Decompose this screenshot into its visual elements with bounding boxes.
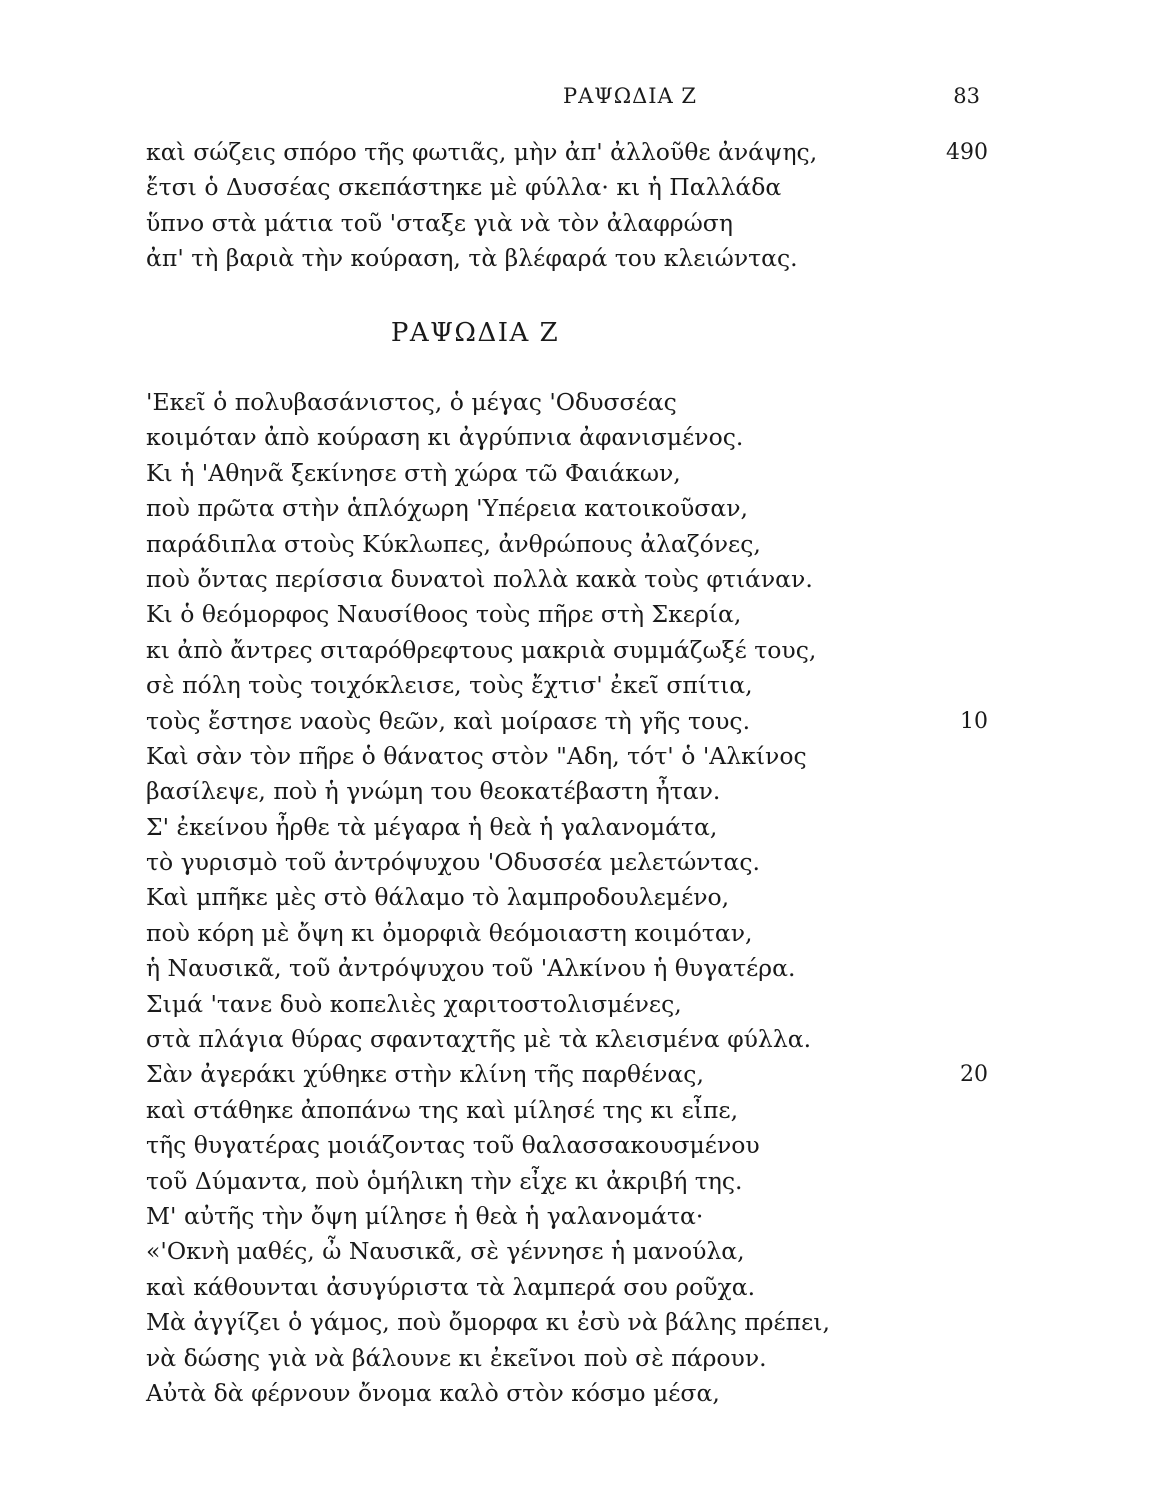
verse-line [146,739,988,774]
verse-line [146,633,988,668]
verse-text: τῆς θυγατέρας μοιάζοντας τοῦ θαλασσακουσμένου [146,1131,760,1160]
verse-text: Μὰ ἀγγίζει ὁ γάμος, ποὺ ὄμορφα κι ἐσὺ νὰ βάλης πρέπει, [146,1308,830,1337]
verse-text: σὲ πόλη τοὺς τοιχόκλεισε, τοὺς ἔχτισ' ἐκεῖ σπίτια, [146,671,753,700]
verse-text: Αὐτὰ δὰ φέρνουν ὄνομα καλὸ στὸν κόσμο μέσα, [146,1378,720,1407]
verse-line [146,1199,988,1234]
verse-text: «'Οκνὴ μαθές, ὦ Ναυσικᾶ, σὲ γέννησε ἡ μανούλα, [146,1237,745,1266]
verse-text: τὸ γυρισμὸ τοῦ ἀντρόψυχου 'Οδυσσέα μελετώντας. [146,848,761,877]
verse-line [146,170,988,205]
verse-text: καὶ σώζεις σπόρο τῆς φωτιᾶς, μὴν ἀπ' ἀλλοῦθε ἀνάψης, [146,138,818,166]
verse-text: ποὺ πρῶτα στὴν ἁπλόχωρη 'Υπέρεια κατοικοῦσαν, [146,494,748,523]
verse-line [146,774,988,809]
page-number: 83 [953,84,980,108]
verse-text: ἡ Ναυσικᾶ, τοῦ ἀντρόψυχου τοῦ 'Αλκίνου ἡ θυγατέρα. [146,954,796,983]
book-title: ΡΑΨΩΔΙΑ Ζ [390,318,560,348]
verse-line [146,491,988,526]
verse-text: κι ἀπὸ ἄντρες σιταρόθρεφτους μακριὰ συμμάζωξέ τους, [146,635,817,664]
line-number: 20 [960,1062,988,1088]
verse-text: τοὺς ἔστησε ναοὺς θεῶν, καὶ μοίρασε τὴ γῆς τους. [146,706,751,735]
verse-text: κοιμόταν ἀπὸ κούραση κι ἀγρύπνια ἀφανισμένος. [146,423,744,452]
verse-line [146,527,988,562]
verse-text: Σιμά 'τανε δυὸ κοπελιὲς χαριτοστολισμένες, [146,989,682,1018]
verse-text: καὶ κάθουνται ἀσυγύριστα τὰ λαμπερά σου ροῦχα. [146,1272,756,1301]
line-number: 490 [946,140,988,165]
verse-text: τοῦ Δύμαντα, ποὺ ὁμήλικη τὴν εἶχε κι ἀκριβή της. [146,1166,743,1195]
line-number: 10 [960,708,988,734]
verse-line [146,987,988,1022]
verse-line [146,562,988,597]
verse-line [146,1234,988,1269]
verse-text: Κι ὁ θεόμορφος Ναυσίθοος τοὺς πῆρε στὴ Σκερία, [146,600,742,629]
verse-line [146,1270,988,1305]
verse-line [146,385,988,420]
verse-text: Σὰν ἀγεράκι χύθηκε στὴν κλίνη τῆς παρθένας, [146,1060,704,1089]
verse-line [146,1164,988,1199]
verse-line [146,420,988,455]
running-head [150,84,980,114]
verse-text: ὕπνο στὰ μάτια τοῦ 'σταξε γιὰ νὰ τὸν ἀλαφρώση [146,208,733,237]
verse-text: ποὺ ὄντας περίσσια δυνατοὶ πολλὰ κακὰ τοὺς φτιάναν. [146,564,813,593]
verse-text: Καὶ μπῆκε μὲς στὸ θάλαμο τὸ λαμπροδουλεμένο, [146,883,730,912]
top-stanza [146,135,988,277]
verse-line [146,668,988,703]
verse-text: ποὺ κόρη μὲ ὄψη κι ὀμορφιὰ θεόμοιαστη κοιμόταν, [146,918,753,947]
verse-text: 'Εκεῖ ὁ πολυβασάνιστος, ὁ μέγας 'Οδυσσέας [146,388,677,416]
verse-text: Μ' αὐτῆς τὴν ὄψη μίλησε ἡ θεὰ ἡ γαλανομάτα· [146,1201,704,1230]
verse-line [146,916,988,951]
verse-line [146,241,988,276]
verse-text: ἀπ' τὴ βαριὰ τὴν κούραση, τὰ βλέφαρά του κλειώντας. [146,244,798,273]
verse-text: στὰ πλάγια θύρας σφανταχτῆς μὲ τὰ κλεισμένα φύλλα. [146,1025,812,1054]
verse-line [146,1341,988,1376]
verse-text: βασίλεψε, ποὺ ἡ γνώμη του θεοκατέβαστη ἦταν. [146,777,721,806]
verse-text: παράδιπλα στοὺς Κύκλωπες, ἀνθρώπους ἀλαζόνες, [146,529,761,558]
verse-line [146,1022,988,1057]
verse-line [146,1057,988,1092]
verse-line [146,845,988,880]
verse-line [146,810,988,845]
verse-text: Κι ἡ 'Αθηνᾶ ξεκίνησε στὴ χώρα τῶ Φαιάκων, [146,458,681,487]
verse-line [146,1128,988,1163]
main-stanza [146,385,988,1411]
verse-line [146,1305,988,1340]
verse-text: νὰ δώσης γιὰ νὰ βάλουνε κι ἐκεῖνοι ποὺ σὲ πάρουν. [146,1343,767,1372]
verse-text: ἔτσι ὁ Δυσσέας σκεπάστηκε μὲ φύλλα· κι ἡ Παλλάδα [146,173,782,202]
verse-text: Καὶ σὰν τὸν πῆρε ὁ θάνατος στὸν "Αδη, τότ' ὁ 'Αλκίνος [146,741,807,770]
verse-line [146,456,988,491]
verse-text: Σ' ἐκείνου ἦρθε τὰ μέγαρα ἡ θεὰ ἡ γαλανομάτα, [146,812,718,841]
verse-line [146,704,988,739]
verse-line [146,135,988,170]
verse-text: καὶ στάθηκε ἀποπάνω της καὶ μίλησέ της κι εἶπε, [146,1095,739,1124]
verse-line [146,1093,988,1128]
verse-line [146,951,988,986]
verse-line [146,1376,988,1411]
verse-line [146,206,988,241]
verse-line [146,880,988,915]
running-title: ΡΑΨΩΔΙΑ Ζ [562,84,697,108]
verse-line [146,597,988,632]
